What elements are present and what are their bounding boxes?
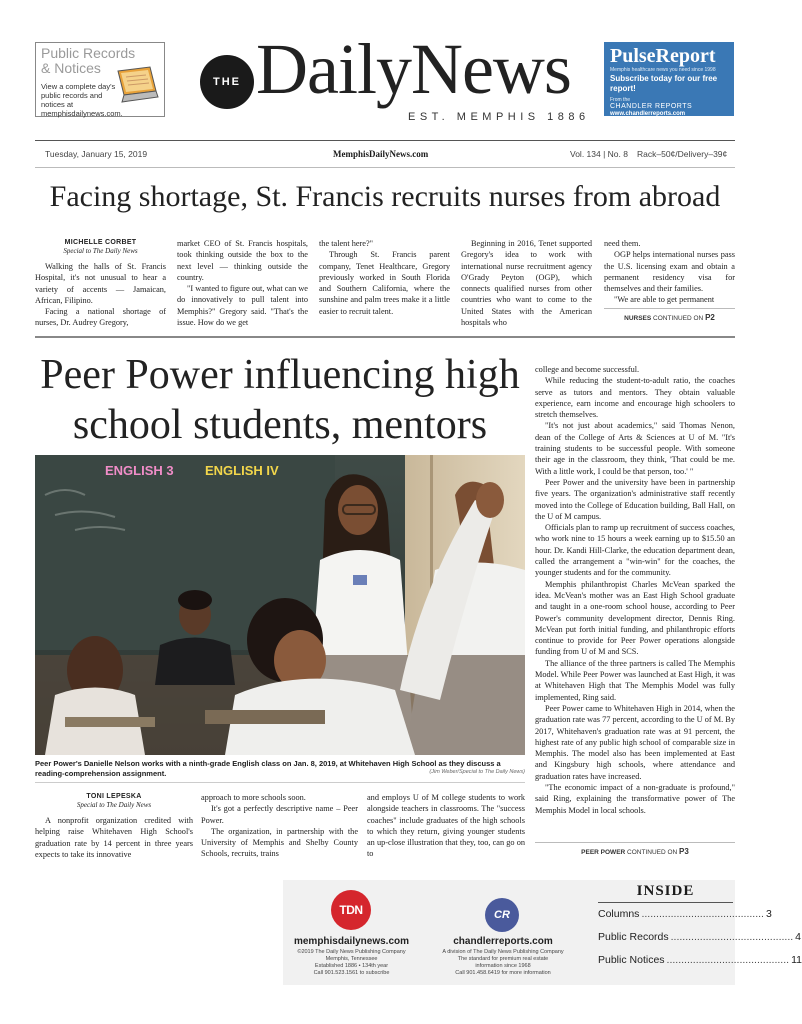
pulse-report-from: From the [610,97,631,103]
story1-headline[interactable]: Facing shortage, St. Francis recruits nurses from abroad [49,180,721,213]
story2-column-3 [367,792,525,864]
paragraph: Through St. Francis parent company, Tenet Healthcare, Gregory previously worked in South Florida and Southern California, where the sunshine and palm trees make it a little easier to recruit talent. [319,250,450,316]
pulse-report-title: PulseReport [610,45,716,67]
paragraph: Memphis philanthropist Charles McVean sparked the idea. McVean's mother was an East High School graduate and taught in a one-room school house, according to Peer Power's community development director, Dennis Ring. McVean put forth initial funding, and philanthropic efforts continue to provide for Peer Power operations alongside funding from U of M and SCS. [535,579,735,657]
paragraph: market CEO of St. Francis hospitals, took thinking outside the box to the next level — thinking outside the country. [177,239,308,282]
tdn-info-line: Established 1886 • 134th year [314,963,389,969]
paragraph: "We are able to get permanent [614,295,715,305]
pulse-report-ad[interactable] [604,42,734,116]
story2-author: TONI LEPESKA [86,793,142,800]
index-leader: .......................................... [670,931,794,943]
paragraph: While reducing the student-to-adult ratio, the coaches serve as tutors and mentors. They obtain valuable experience, earn income and encourage high schoolers to stretch themselves. [535,376,735,420]
board-text-2: ENGLISH IV [205,463,279,478]
divider [535,842,735,843]
story1-author: MICHELLE CORBET [64,239,137,246]
index-page: 3 [765,908,772,920]
dateline-bar [35,140,735,168]
continued-label: NURSES [624,315,652,322]
tdn-url[interactable]: memphisdailynews.com [293,936,410,947]
paragraph: need them. [604,239,641,248]
classroom-photo[interactable] [35,455,525,755]
public-records-title: Public Records [41,45,136,61]
cr-url[interactable]: chandlerreports.com [453,936,553,947]
inside-index [598,883,802,972]
pulse-report-tagline: Memphis healthcare news you need since 1998 [610,67,716,73]
index-page: 4 [795,931,801,943]
photo-caption: Peer Power's Danielle Nelson works with a ninth-grade English class on Jan. 8, 2019, at Whitehaven High School as they discuss a reading-comprehension assignment. [35,759,501,778]
paragraph: and employs U of M college students to work alongside teachers in classrooms. The "success coaches" include graduates of the high schools to which they return, giving younger students an up-close illustration that they, too, can go on to [367,793,525,859]
story2-continued-link[interactable] [535,847,735,856]
tdn-info-line: Memphis, Tennessee [325,956,378,962]
cr-info-line: A division of The Daily News Publishing Company [442,949,564,955]
masthead-established-line: EST. MEMPHIS 1886 [408,111,590,123]
paragraph: college and become successful. [535,365,640,374]
paragraph: The alliance of the three partners is called The Memphis Model. While Peer Power was launched at East High, it was at Whitehaven High that The Memphis Model was fully implemented, Ring said. [535,658,735,702]
public-records-subtitle: & Notices [41,60,101,76]
story2-right-column [535,364,735,838]
continued-page: P2 [705,313,715,322]
pulse-report-url[interactable]: www.chandlerreports.com [610,111,686,117]
classroom-photo-illustration [35,455,525,755]
paragraph: Beginning in 2016, Tenet supported Gregory's idea to work with international nurse recruitment agency O'Grady Peyton (OGP), which connects qualified nurses from other countries who want to come to the United States with the American hospitals who [461,239,592,328]
section-divider [35,336,735,338]
index-label: Public Records [598,931,669,943]
tdn-logo-icon[interactable]: TDN [331,890,371,930]
tdn-info-line: ©2019 The Daily News Publishing Company [297,949,406,955]
story2-column-1 [35,792,193,864]
index-item-public-notices[interactable] [598,949,802,972]
issue-volume: Vol. 134 | No. 8 [570,149,628,159]
cr-info [433,949,573,977]
cr-info-line: Call 901.458.6419 for more information [455,970,551,976]
paragraph: It's got a perfectly descriptive name – Peer Power. [201,804,358,825]
masthead-the-badge: THE [200,55,254,109]
paragraph: "The economic impact of a non-graduate is profound," said Ring, explaining the transformative power of The Memphis Model in local schools. [535,782,735,815]
paragraph: Officials plan to ramp up recruitment of success coaches, who work nine to 15 hours a week earning up to $15.50 an hour. Dr. Kandi Hill-Clarke, the education department dean, called the arrangement a "win-win" for the coaches, the younger students and for the community. [535,523,735,578]
index-leader: .......................................... [641,908,764,920]
index-label: Public Notices [598,954,665,966]
public-records-description: View a complete day's public records and notices at memphisdailynews.com. [41,82,123,118]
divider [35,782,525,783]
paragraph: A nonprofit organization credited with helping raise Whitehaven High School's graduation rate by 14 percent in three years expects to take its innovative [35,816,193,859]
story2-headline[interactable]: Peer Power influencing high school students, mentors [40,352,520,448]
index-page: 11 [791,954,802,966]
divider [604,308,735,309]
continued-label: PEER POWER [581,849,626,856]
cr-info-line: information since 1968 [475,963,531,969]
story2-column-2 [201,792,358,864]
paragraph: Peer Power and the university have been in partnership five years. The organization's administrative staff recently moved into the College of Education building, Ball Hall, on the U of M campus. [535,477,735,521]
inside-title: INSIDE [598,883,733,903]
paragraph: approach to more schools soon. [201,793,306,802]
public-records-promo[interactable] [35,42,165,117]
paragraph: "I wanted to figure out, what can we do innovatively to pull talent into Memphis?" Gregory said. "That's the issue. How do we get [177,284,308,328]
continued-page: P3 [679,847,689,856]
paragraph: Peer Power came to Whitehaven High in 2014, when the graduation rate was 77 percent, according to the U of M. By 2017, Whitehaven's graduation rate was at 91 percent, the highest rate of any public high school of comparable size in Memphis. The model also has been implemented at East and Kingsbury high schools, where attendance and graduation rates have increased. [535,703,735,781]
story1-column-5 [604,238,735,304]
tdn-info [283,949,420,977]
pulse-report-brand: CHANDLER REPORTS [610,103,693,110]
paragraph: the talent here?" [319,239,374,248]
chandler-reports-logo-icon[interactable]: CR [485,898,519,932]
story1-column-1 [35,238,166,330]
paragraph: "It's not just about academics," said Thomas Nenon, dean of the College of Arts & Sciences at U of M. "It's training students to be successful people. With someone their age in the classroom, they think, 'That could be me. With a little work, I could be that person, too.' " [535,421,735,476]
website-link[interactable]: MemphisDailyNews.com [333,149,429,159]
board-text-1: ENGLISH 3 [105,463,174,478]
photo-credit: (Jim Weber/Special to The Daily News) [429,769,525,775]
cr-info-line: The standard for premium real estate [457,956,549,962]
index-item-public-records[interactable] [598,926,801,949]
paragraph: Walking the halls of St. Francis Hospital, it's not unusual to hear a variety of accents — Jamaican, African, Filipino. [35,262,166,305]
index-label: Columns [598,908,640,920]
paragraph: OGP helps international nurses pass the U.S. licensing exam and obtain a permanent residency visa for themselves and their families. [604,250,735,294]
continued-text: CONTINUED ON [653,315,704,322]
issue-price: Rack–50¢/Delivery–39¢ [637,149,728,159]
laptop-icon [112,65,160,105]
index-item-columns[interactable] [598,903,772,926]
tdn-info-line: Call 901.523.1561 to subscribe [313,970,390,976]
paragraph: Facing a national shortage of nurses, Dr. Audrey Gregory, [35,307,166,328]
pulse-report-subscribe: Subscribe today for our free report! [610,74,718,93]
masthead-paper-name[interactable]: DailyNews [256,29,571,109]
story1-column-3 [319,238,450,330]
story1-column-2 [177,238,308,330]
story1-author-role: Special to The Daily News [63,247,138,255]
story2-author-role: Special to The Daily News [76,801,152,809]
issue-date: Tuesday, January 15, 2019 [45,149,148,159]
paragraph: The organization, in partnership with the University of Memphis and Shelby County Schools, recruits, trains [201,826,358,859]
story1-column-4 [461,238,592,330]
index-leader: .......................................... [666,954,790,966]
story1-continued-link[interactable] [604,313,735,322]
continued-text: CONTINUED ON [627,849,678,856]
